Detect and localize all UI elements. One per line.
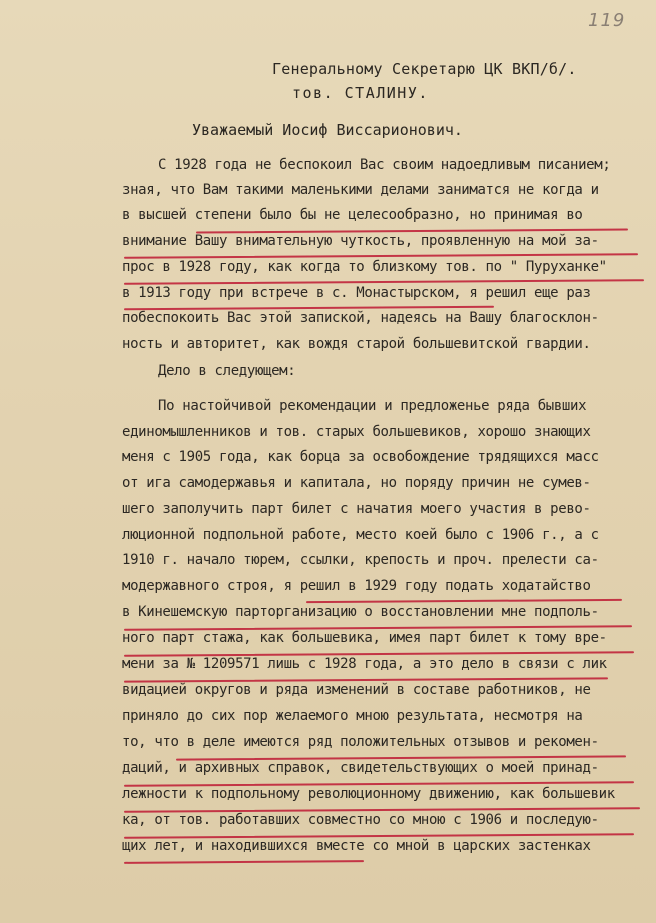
body-line: С 1928 года не беспокоил Вас своим надоедливым писанием; (158, 157, 611, 173)
body-line: По настойчивой рекомендации и предложенье ряда бывших (158, 398, 587, 414)
body-line: ного парт стажа, как большевика, имея парт билет к тому вре- (122, 630, 607, 646)
body-line: ка, от тов. работавших совместно со мною с 1906 и последую- (122, 812, 599, 828)
body-line: Дело в следующем: (158, 363, 296, 379)
body-line: меня с 1905 года, как борца за освобождение трядящихся масс (122, 449, 599, 465)
addressee-name: тов. СТАЛИНУ. (292, 84, 429, 102)
body-line: лежности к подпольному революционному движению, как большевик (122, 786, 615, 802)
salutation: Уважаемый Иосиф Виссарионович. (192, 121, 463, 139)
body-line: ность и авторитет, как вождя старой большевитской гвардии. (122, 336, 591, 352)
body-line: в Кинешемскую парторганизацию о восстановлении мне подполь- (122, 604, 599, 620)
body-line: то, что в деле имеются ряд положительных отзывов и рекомен- (122, 734, 599, 750)
body-line: люционной подпольной работе, место коей было с 1906 г., а с (122, 527, 599, 543)
body-line: в 1913 году при встрече в с. Монастырском, я решил еще раз (122, 285, 591, 301)
body-line: побеспокоить Вас этой запиской, надеясь на Вашу благосклон- (122, 310, 599, 326)
body-line: в высшей степени было бы не целесообразно, но принимая во (122, 207, 583, 223)
body-line: зная, что Вам такими маленькими делами заниматся не когда и (122, 182, 599, 198)
body-line: модержавного строя, я решил в 1929 году подать ходатайство (122, 578, 591, 594)
body-line: приняло до сих пор желаемого мною результата, несмотря на (122, 708, 583, 724)
page-number: 119 (588, 10, 626, 31)
body-line: шего заполучить парт билет с начатия моего участия в рево- (122, 501, 591, 517)
body-line: прос в 1928 году, как когда то близкому тов. по " Пуруханке" (122, 259, 607, 275)
body-line: даций, и архивных справок, свидетельствующих о моей принад- (122, 760, 599, 776)
addressee-line: Генеральному Секретарю ЦК ВКП/б/. (272, 60, 577, 78)
body-line: видацией округов и ряда изменений в составе работников, не (122, 682, 591, 698)
body-line: от ига самодержавья и капитала, но поряду причин не сумев- (122, 475, 591, 491)
red-underline (124, 860, 364, 864)
body-line: мени за № 1209571 лишь с 1928 года, а это дело в связи с лик (122, 656, 607, 672)
body-line: внимание Вашу внимательную чуткость, проявленную на мой за- (122, 233, 599, 249)
body-line: 1910 г. начало тюрем, ссылки, крепость и проч. прелести са- (122, 552, 599, 568)
body-line: щих лет, и находившихся вместе со мной в царских застенках (122, 838, 591, 854)
body-line: единомышленников и тов. старых большевиков, хорошо знающих (122, 424, 591, 440)
